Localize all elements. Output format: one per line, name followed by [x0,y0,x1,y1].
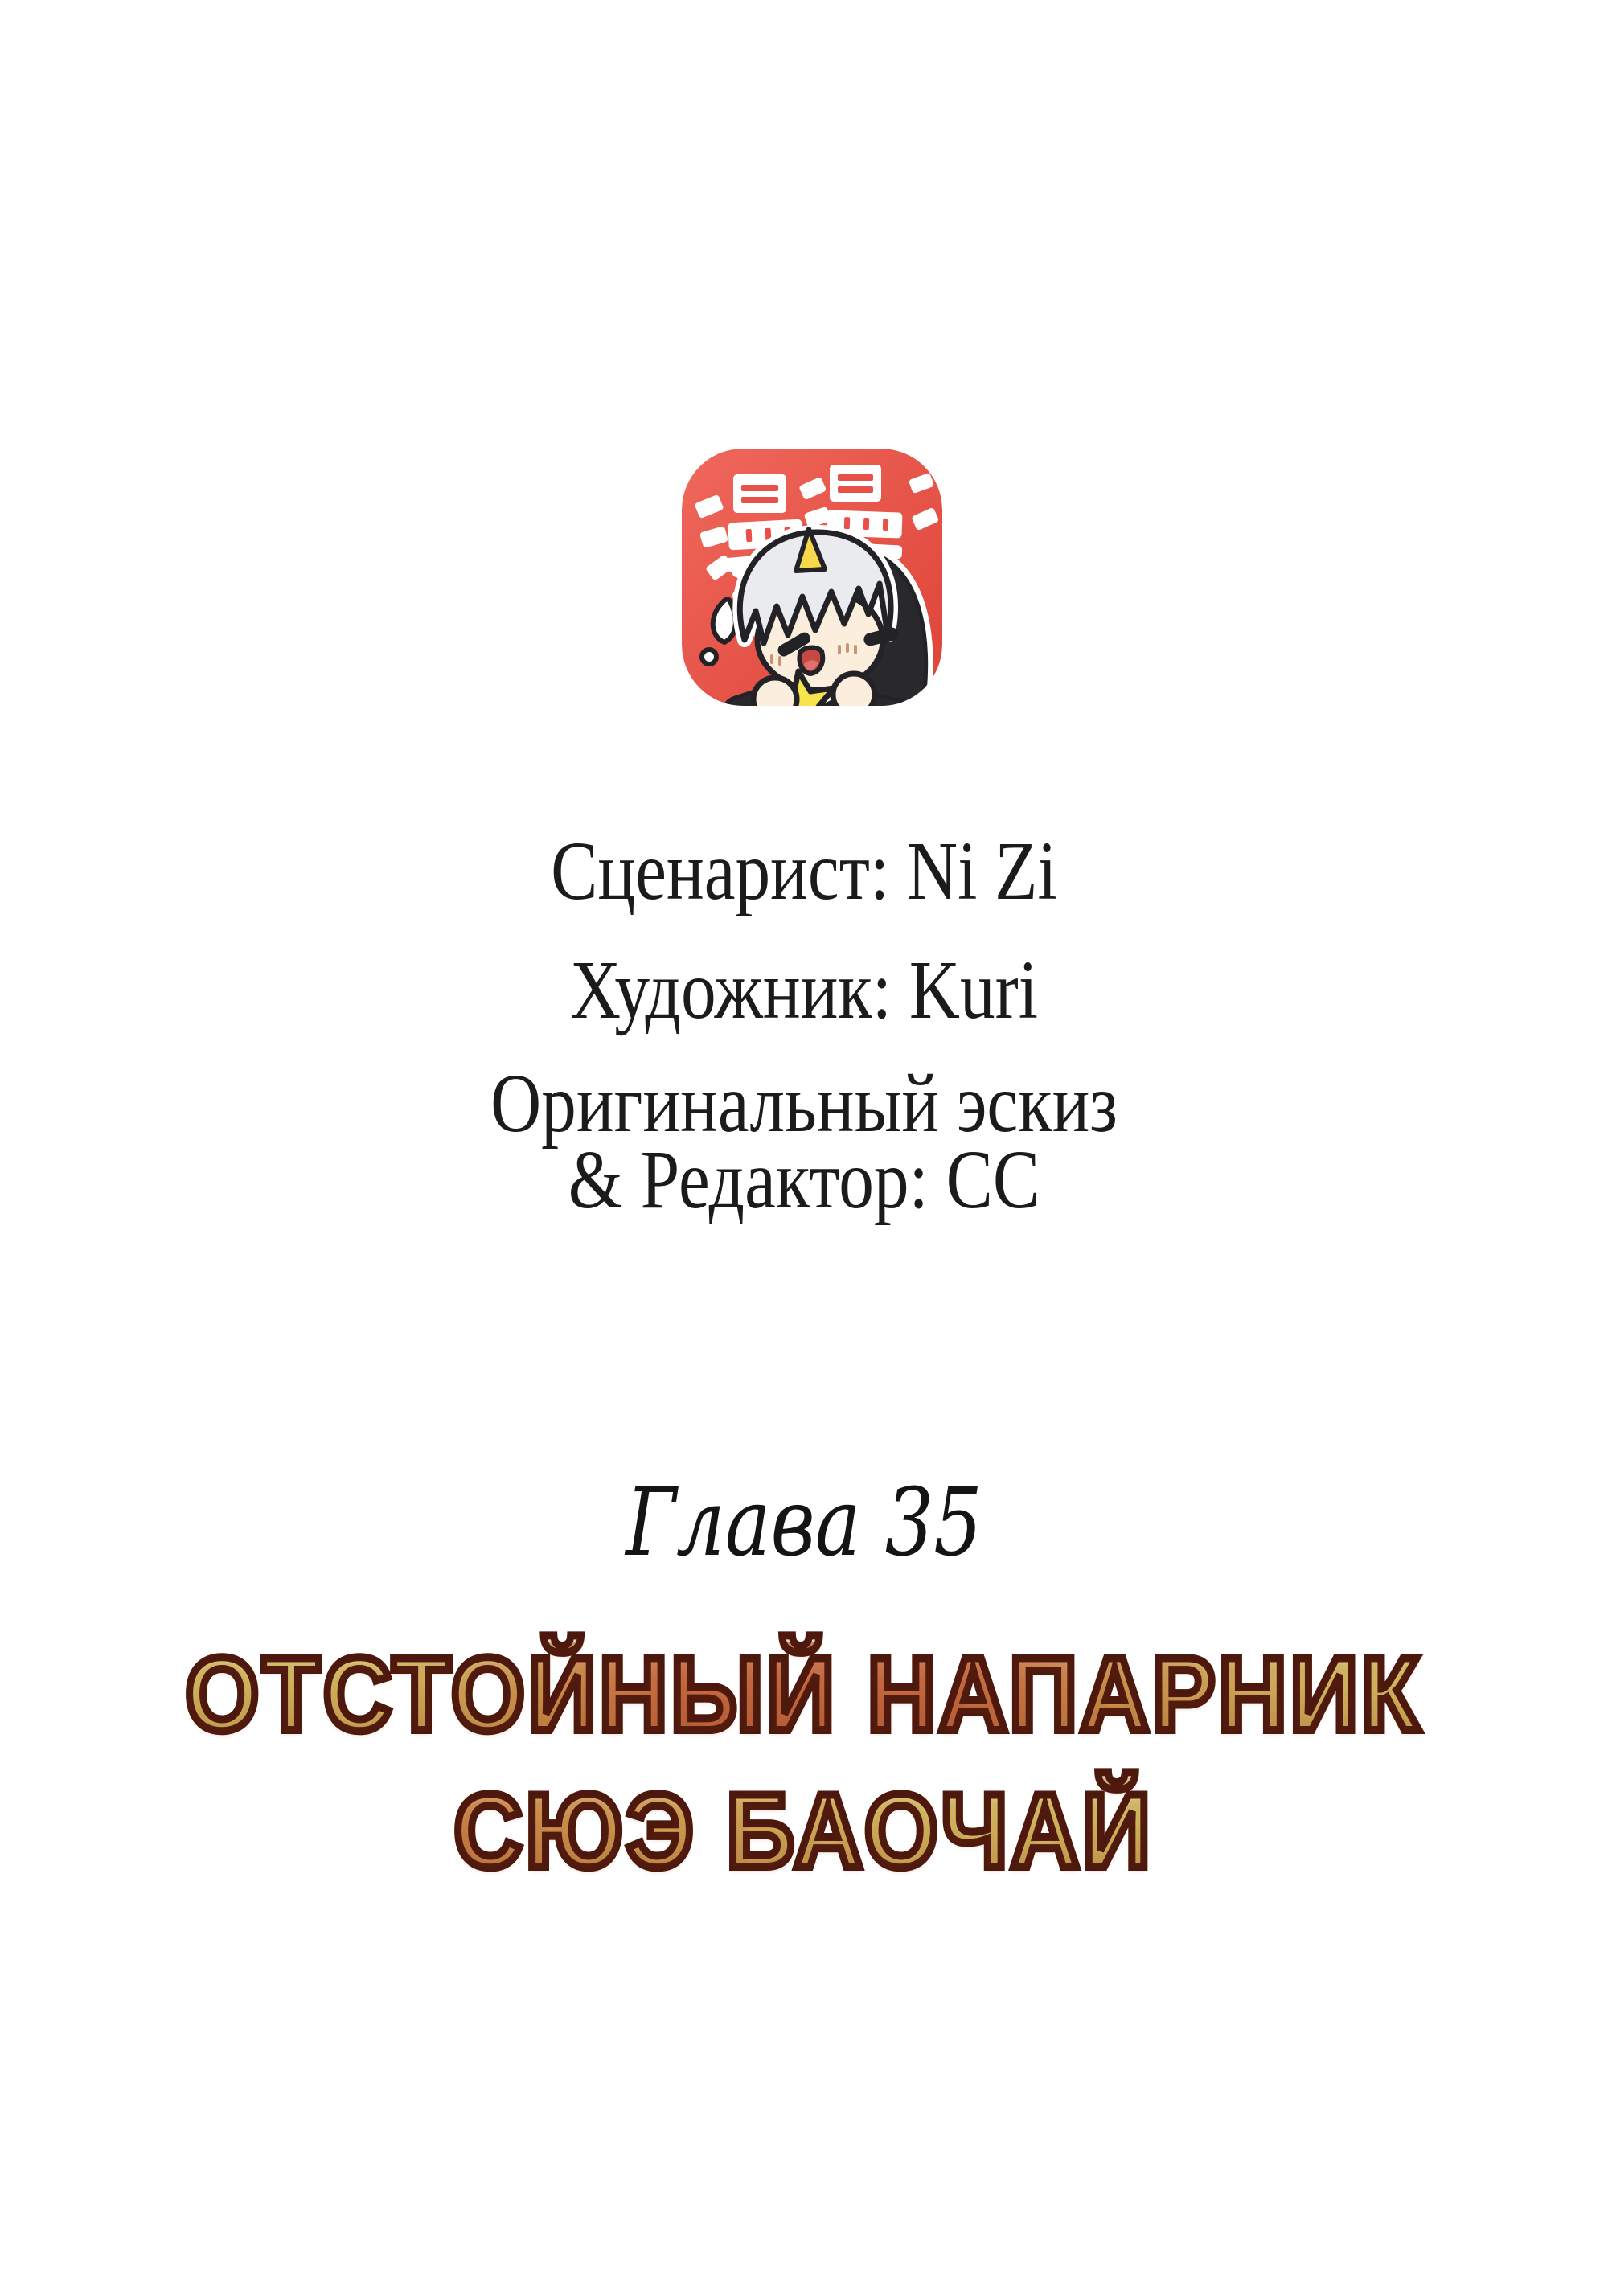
right-hand [833,674,875,706]
manman-app-icon [682,449,942,706]
left-hand [753,678,797,706]
chapter-heading: Глава 35 [626,1469,982,1577]
credit-scenarist: Сценарист: Ni Zi [551,825,1057,917]
credit-editor: & Редактор: CC [568,1134,1040,1226]
credit-artist: Художник: Kuri [569,944,1039,1036]
chapter-title-line-2: СЮЭ БАОЧАЙ [80,1778,1528,1883]
credit-original-sketch: Оригинальный эскиз [490,1057,1118,1150]
chapter-title-line-1: ОТСТОЙНЫЙ НАПАРНИК [80,1642,1528,1746]
manman-app-icon-graphic [682,449,942,706]
